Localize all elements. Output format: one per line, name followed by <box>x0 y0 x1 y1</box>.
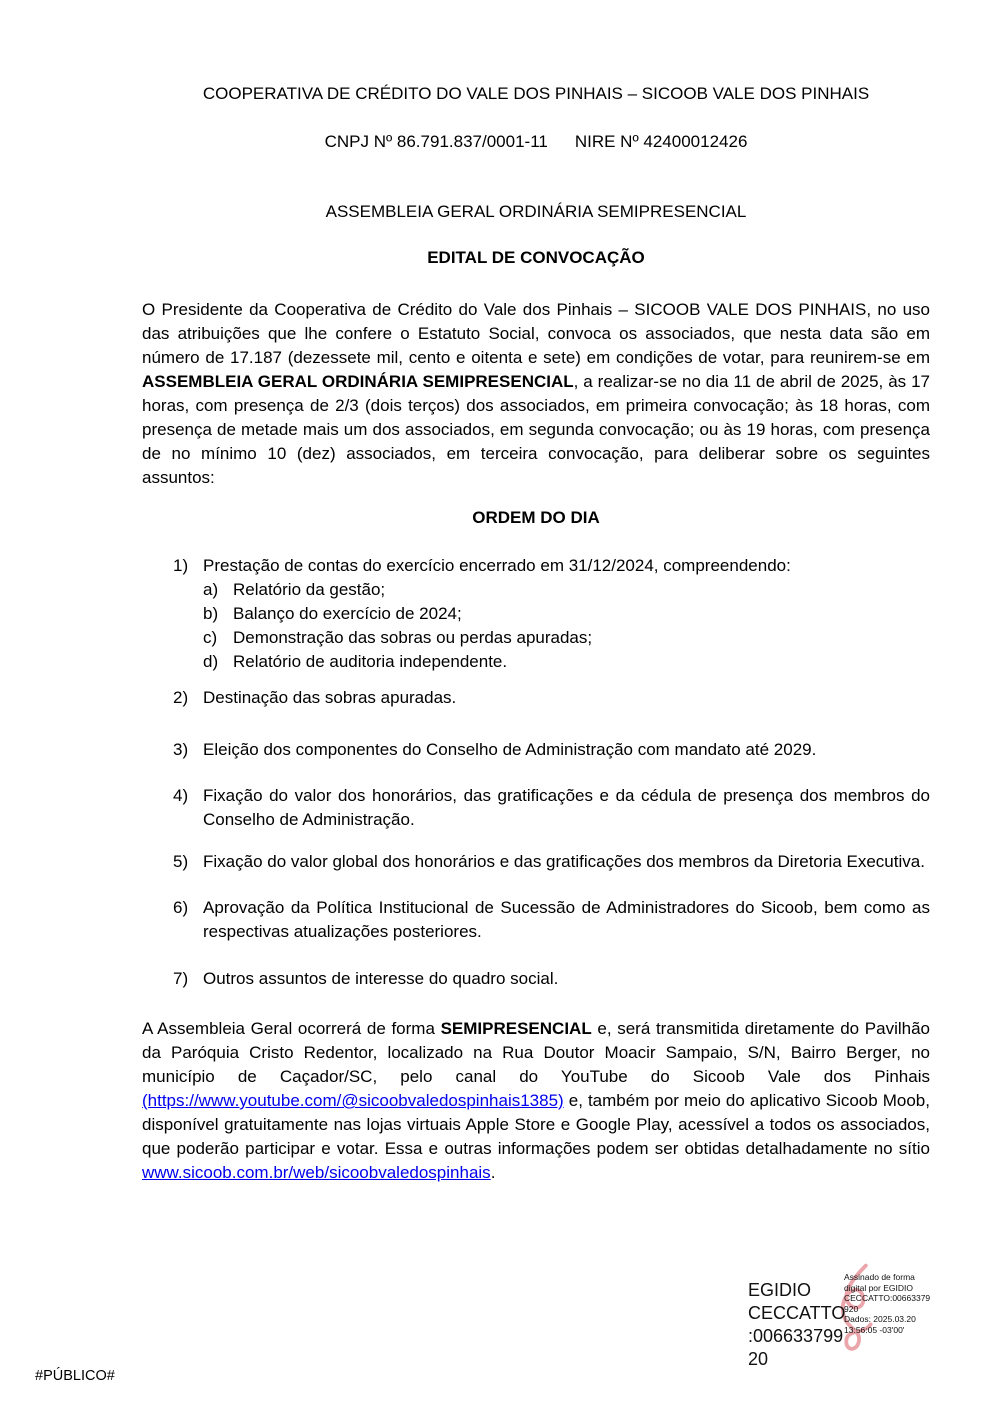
closing-text-mid2: e, também por meio do aplicativo Sicoob Moob, disponível gratuitamente nas lojas virtuais Apple Store e Google Play, acessível a todos os associados, que poderão participar e votar. Essa e outras informações podem ser obtidas detalhadamente no sítio <box>142 1091 930 1158</box>
sub-item-text: Relatório de auditoria independente. <box>233 652 508 671</box>
signer-name: EGIDIO CECCATTO:00663379920 <box>748 1280 846 1369</box>
list-item-number: 6) <box>173 898 189 917</box>
youtube-channel-link[interactable]: (https://www.youtube.com/@sicoobvaledospinhais1385) <box>142 1091 564 1110</box>
sub-list-item <box>203 626 930 650</box>
list-item-body <box>203 554 930 674</box>
list-item-text: Fixação do valor global dos honorários e das gratificações dos membros da Diretoria Executiva. <box>203 852 925 871</box>
list-item-number: 5) <box>173 852 189 871</box>
sicoob-site-link[interactable]: www.sicoob.com.br/web/sicoobvaledospinhais <box>142 1163 491 1182</box>
sub-item-letter: d) <box>203 652 219 671</box>
list-item-number: 4) <box>173 786 189 805</box>
sub-item-letter: a) <box>203 580 219 599</box>
classification-label: #PÚBLICO# <box>35 1368 115 1384</box>
closing-text-mid: e, será transmitida diretamente do Pavilhão da Paróquia Cristo Redentor, localizado na Rua Doutor Moacir Sampaio, S/N, Bairro Berger, no município de Caçador/SC, pelo canal do YouTube do Sicoob Vale dos Pinhais <box>142 1019 930 1086</box>
org-name-title: COOPERATIVA DE CRÉDITO DO VALE DOS PINHAIS – SICOOB VALE DOS PINHAIS <box>202 84 870 103</box>
sub-list-item <box>203 602 930 626</box>
list-item-text: Fixação do valor dos honorários, das gratificações e da cédula de presença dos membros do Conselho de Administração. <box>203 786 930 829</box>
list-item-text: Prestação de contas do exercício encerrado em 31/12/2024, compreendendo: <box>203 556 791 575</box>
sub-item-letter: b) <box>203 604 219 623</box>
nire-number: NIRE Nº 42400012426 <box>574 132 748 151</box>
list-item-text: Eleição dos componentes do Conselho de Administração com mandato até 2029. <box>203 740 817 759</box>
list-item <box>142 967 930 991</box>
intro-text-pre: O Presidente da Cooperativa de Crédito do Vale dos Pinhais – SICOOB VALE DOS PINHAIS, no uso das atribuições que lhe confere o Estatuto Social, convoca os associados, que nesta data são em número de 17.187 (dezessete mil, cento e oitenta e sete) em condições de votar, para reunirem-se em <box>142 300 930 367</box>
list-item <box>142 896 930 944</box>
agenda-title: ORDEM DO DIA <box>472 508 600 527</box>
registration-line <box>142 130 930 154</box>
cnpj-number: CNPJ Nº 86.791.837/0001-11 <box>324 132 548 151</box>
sub-item-text: Relatório da gestão; <box>233 580 386 599</box>
doc-title: EDITAL DE CONVOCAÇÃO <box>427 248 645 267</box>
closing-text-pre: A Assembleia Geral ocorrerá de forma <box>142 1019 441 1038</box>
signature-statement: Assinado de forma digital por EGIDIO CECCATTO:00663379920 <box>844 1272 931 1314</box>
intro-paragraph <box>142 298 930 490</box>
signature-details <box>844 1272 934 1335</box>
list-item <box>142 738 930 762</box>
list-item-number: 2) <box>173 688 189 707</box>
sub-list-item <box>203 578 930 602</box>
list-item-number: 3) <box>173 740 189 759</box>
closing-paragraph <box>142 1017 930 1185</box>
intro-text-bold: ASSEMBLEIA GERAL ORDINÁRIA SEMIPRESENCIAL <box>142 372 574 391</box>
list-item-text: Destinação das sobras apuradas. <box>203 688 457 707</box>
list-item <box>142 686 930 710</box>
list-item-text: Aprovação da Política Institucional de Sucessão de Administradores do Sicoob, bem como as respectivas atualizações posteriores. <box>203 898 930 941</box>
list-item-number: 7) <box>173 969 189 988</box>
digital-signature-stamp[interactable] <box>748 1272 944 1369</box>
intro-text-post: , a realizar-se no dia 11 de abril de 2025, às 17 horas, com presença de 2/3 (dois terços) dos associados, em primeira convocação; às 18 horas, com presença de metade mais um dos associados, em segunda convocação; ou às 19 horas, com presença de no mínimo 10 (dez) associados, em terceira convocação, para deliberar sobre os seguintes assuntos: <box>142 372 930 487</box>
agenda-list <box>142 554 930 991</box>
closing-text-bold: SEMIPRESENCIAL <box>440 1019 592 1038</box>
list-item <box>142 554 930 674</box>
list-item <box>142 784 930 832</box>
list-item-text: Outros assuntos de interesse do quadro social. <box>203 969 559 988</box>
list-item-number: 1) <box>173 556 189 575</box>
list-item <box>142 850 930 874</box>
assembly-type-heading: ASSEMBLEIA GERAL ORDINÁRIA SEMIPRESENCIAL <box>325 202 747 221</box>
closing-text-end: . <box>490 1163 496 1182</box>
sub-item-text: Demonstração das sobras ou perdas apuradas; <box>233 628 593 647</box>
sub-list-item <box>203 650 930 674</box>
sub-item-letter: c) <box>203 628 218 647</box>
signature-date: Dados: 2025.03.20 13:56:05 -03'00' <box>844 1314 916 1335</box>
sub-item-text: Balanço do exercício de 2024; <box>233 604 462 623</box>
